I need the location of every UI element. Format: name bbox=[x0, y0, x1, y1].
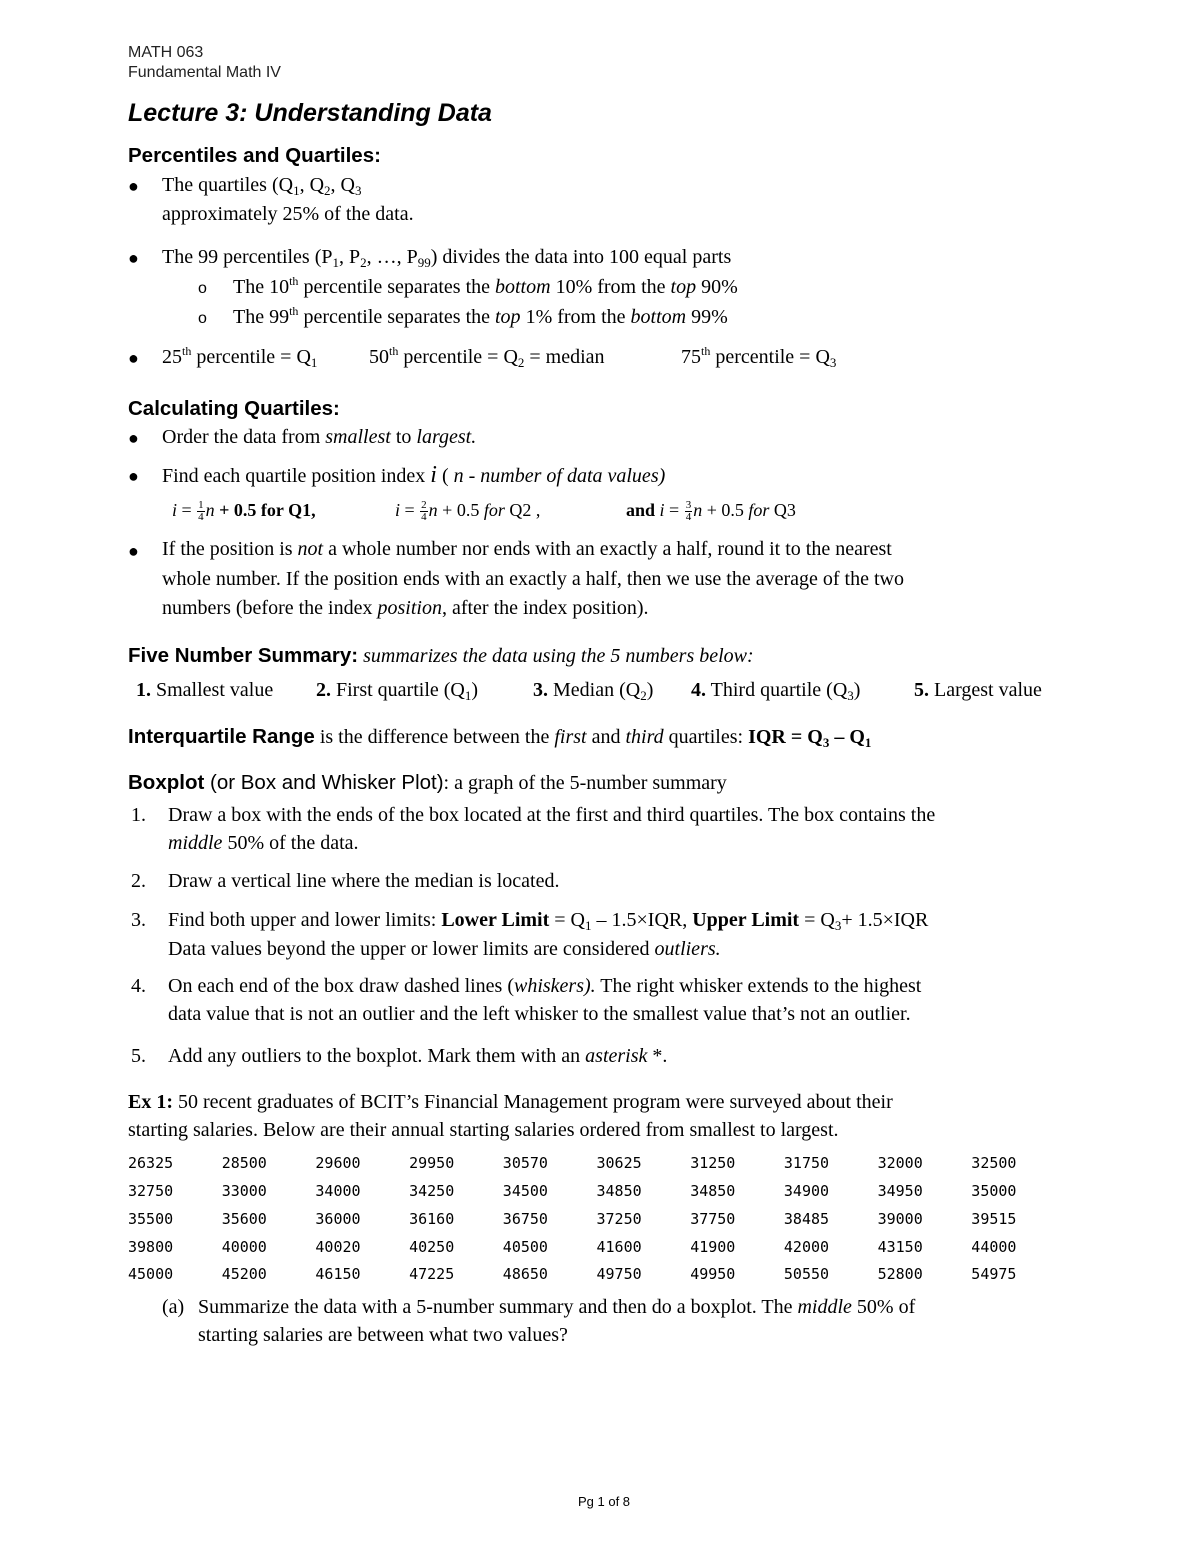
formula-q2: i = $\frac{2}{4}$ n + 0.5 for Q2 , bbox=[395, 499, 541, 524]
step-number: 1. bbox=[131, 804, 146, 826]
salary-cell: 34500 bbox=[502, 1182, 548, 1200]
salary-cell: 36160 bbox=[409, 1210, 455, 1228]
step-4-line1: On each end of the box draw dashed lines (whiskers). The right whisker extends to the highest bbox=[168, 975, 922, 997]
part-a-line1: Summarize the data with a 5-number summary and then do a boxplot. The middle 50% of bbox=[198, 1296, 916, 1318]
quartiles-bullet: The quartiles ($Q_1$, $Q_2$, $Q_3$ bbox=[162, 174, 362, 198]
salary-cell: 28500 bbox=[221, 1154, 267, 1172]
salary-cell: 29600 bbox=[315, 1154, 361, 1172]
five-number-item-4: 4. Third quartile $(Q_3)$ bbox=[691, 679, 861, 703]
step-5-line1: Add any outliers to the boxplot. Mark them with an asterisk *. bbox=[168, 1045, 668, 1067]
salary-cell: 34850 bbox=[690, 1182, 736, 1200]
rounding-rule: If the position is not a whole number nor ends with an exactly a half, round it to the nearest bbox=[162, 538, 892, 560]
formula-q1: i = $\frac{1}{4}$ n + 0.5 for Q1, bbox=[172, 499, 316, 524]
salary-cell: 44000 bbox=[971, 1238, 1017, 1256]
median-percentile: 50th percentile = $Q_2$ = median bbox=[369, 344, 605, 370]
tenth-percentile-line: The 10th percentile separates the bottom 10% from the top 90% bbox=[233, 274, 738, 298]
rounding-rule-line3: numbers (before the index position, after the index position). bbox=[162, 597, 649, 619]
salary-cell: 30570 bbox=[502, 1154, 548, 1172]
example-1-line1: Ex 1: 50 recent graduates of BCIT’s Financial Management program were surveyed about their bbox=[128, 1091, 893, 1113]
example-1-line2: starting salaries. Below are their annual starting salaries ordered from smallest to largest. bbox=[128, 1119, 839, 1141]
bullet-icon: ● bbox=[128, 466, 139, 486]
course-name: Fundamental Math IV bbox=[128, 64, 281, 81]
bullet-icon: ● bbox=[128, 348, 139, 368]
salary-cell: 34000 bbox=[315, 1182, 361, 1200]
salary-cell: 35500 bbox=[128, 1210, 174, 1228]
salary-cell: 32000 bbox=[877, 1154, 923, 1172]
salary-cell: 38485 bbox=[783, 1210, 830, 1228]
salary-cell: 35600 bbox=[221, 1210, 267, 1228]
five-number-summary-heading: Five Number Summary: summarizes the data using the 5 numbers below: bbox=[128, 644, 754, 667]
bullet-icon: ● bbox=[128, 176, 139, 196]
salary-cell: 52800 bbox=[877, 1265, 923, 1283]
salary-cell: 45200 bbox=[221, 1265, 267, 1283]
bullet-icon: ● bbox=[128, 248, 139, 268]
salary-cell: 32500 bbox=[971, 1154, 1017, 1172]
salary-cell: 41600 bbox=[596, 1238, 642, 1256]
salary-cell: 34950 bbox=[877, 1182, 923, 1200]
five-number-item-3: 3. Median $(Q_2)$ bbox=[533, 679, 654, 703]
part-a-line2: starting salaries are between what two values? bbox=[198, 1324, 568, 1346]
salary-cell: 39000 bbox=[877, 1210, 923, 1228]
salary-cell: 40020 bbox=[315, 1238, 361, 1256]
five-number-item-5: 5. Largest value bbox=[914, 679, 1042, 701]
step-number: 2. bbox=[131, 870, 146, 892]
salary-cell: 37750 bbox=[690, 1210, 736, 1228]
heading-percentiles: Percentiles and Quartiles: bbox=[128, 144, 381, 167]
salary-cell: 49750 bbox=[596, 1265, 642, 1283]
salary-cell: 34250 bbox=[409, 1182, 455, 1200]
step-3-line1: Find both upper and lower limits: Lower Limit = $Q_1 - 1.5\times IQR$, Upper Limit = $Q_3+ 1.5\times IQR$ bbox=[168, 909, 929, 933]
salary-cell: 48650 bbox=[502, 1265, 548, 1283]
salary-cell: 49950 bbox=[690, 1265, 736, 1283]
rounding-rule-line2: whole number. If the position ends with an exactly a half, then we use the average of the two bbox=[162, 568, 904, 590]
salary-cell: 39800 bbox=[128, 1238, 174, 1256]
quartiles-bullet-line2: approximately 25% of the data. bbox=[162, 203, 414, 225]
salary-cell: 46150 bbox=[315, 1265, 361, 1283]
salary-cell: 35000 bbox=[971, 1182, 1017, 1200]
salary-cell: 36750 bbox=[502, 1210, 548, 1228]
salary-cell: 45000 bbox=[128, 1265, 174, 1283]
salary-cell: 41900 bbox=[690, 1238, 736, 1256]
iqr-definition: Interquartile Range is the difference between the first and third quartiles: IQR = $Q_3 - Q_1$ bbox=[128, 725, 872, 750]
step-1-line1: Draw a box with the ends of the box located at the first and third quartiles. The box contains the bbox=[168, 804, 936, 826]
salary-cell: 26325 bbox=[128, 1154, 174, 1172]
salary-cell: 34850 bbox=[596, 1182, 642, 1200]
order-data-bullet: Order the data from smallest to largest. bbox=[162, 426, 477, 448]
salary-cell: 31750 bbox=[783, 1154, 830, 1172]
salary-cell: 32750 bbox=[128, 1182, 174, 1200]
salary-cell: 50550 bbox=[783, 1265, 830, 1283]
third-quartile-percentile: 75th percentile = $Q_3$ bbox=[681, 344, 837, 370]
quartile-percentile-equivalence: 25th percentile = $Q_1$ bbox=[162, 344, 318, 370]
step-2-line1: Draw a vertical line where the median is located. bbox=[168, 870, 560, 892]
circle-bullet-icon: o bbox=[198, 280, 207, 297]
step-number: 3. bbox=[131, 909, 146, 931]
salary-cell: 39515 bbox=[971, 1210, 1017, 1228]
step-3-line2: Data values beyond the upper or lower limits are considered outliers. bbox=[168, 938, 721, 960]
bullet-icon: ● bbox=[128, 541, 139, 561]
salary-cell: 31250 bbox=[690, 1154, 736, 1172]
salary-cell: 29950 bbox=[409, 1154, 455, 1172]
boxplot-heading: Boxplot (or Box and Whisker Plot): a graph of the 5-number summary bbox=[128, 771, 727, 794]
position-index-bullet: Find each quartile position index i ( n - number of data values) bbox=[162, 462, 666, 488]
formula-q3: and i = $\frac{3}{4}$ n + 0.5 for Q3 bbox=[626, 499, 796, 524]
five-number-item-1: 1. Smallest value bbox=[136, 679, 274, 701]
step-1-line2: middle 50% of the data. bbox=[168, 832, 359, 854]
step-number: 5. bbox=[131, 1045, 146, 1067]
salary-cell: 40500 bbox=[502, 1238, 548, 1256]
circle-bullet-icon: o bbox=[198, 310, 207, 327]
salary-cell: 34900 bbox=[783, 1182, 830, 1200]
salary-cell: 30625 bbox=[596, 1154, 642, 1172]
lecture-title: Lecture 3: Understanding Data bbox=[128, 99, 492, 127]
salary-cell: 40000 bbox=[221, 1238, 267, 1256]
ninety-ninth-percentile-line: The 99th percentile separates the top 1% from the bottom 99% bbox=[233, 304, 728, 328]
salary-cell: 36000 bbox=[315, 1210, 361, 1228]
bullet-icon: ● bbox=[128, 428, 139, 448]
salary-cell: 54975 bbox=[971, 1265, 1017, 1283]
page-number: Pg 1 of 8 bbox=[578, 1494, 631, 1509]
salary-cell: 37250 bbox=[596, 1210, 642, 1228]
salary-cell: 47225 bbox=[409, 1265, 455, 1283]
salary-cell: 40250 bbox=[409, 1238, 455, 1256]
percentiles-bullet: The 99 percentiles ($P_1$, $P_2$, …, $P_{99}$) divides the data into 100 equal parts bbox=[162, 246, 732, 270]
five-number-item-2: 2. First quartile $(Q_1)$ bbox=[316, 679, 479, 703]
salary-cell: 42000 bbox=[783, 1238, 830, 1256]
salary-cell: 43150 bbox=[877, 1238, 923, 1256]
course-code: MATH 063 bbox=[128, 44, 204, 61]
step-number: 4. bbox=[131, 975, 146, 997]
step-4-line2: data value that is not an outlier and the left whisker to the smallest value that’s not an outlier. bbox=[168, 1003, 911, 1025]
heading-calculating-quartiles: Calculating Quartiles: bbox=[128, 397, 340, 420]
part-a-label: (a) bbox=[162, 1296, 185, 1318]
salary-cell: 33000 bbox=[221, 1182, 267, 1200]
